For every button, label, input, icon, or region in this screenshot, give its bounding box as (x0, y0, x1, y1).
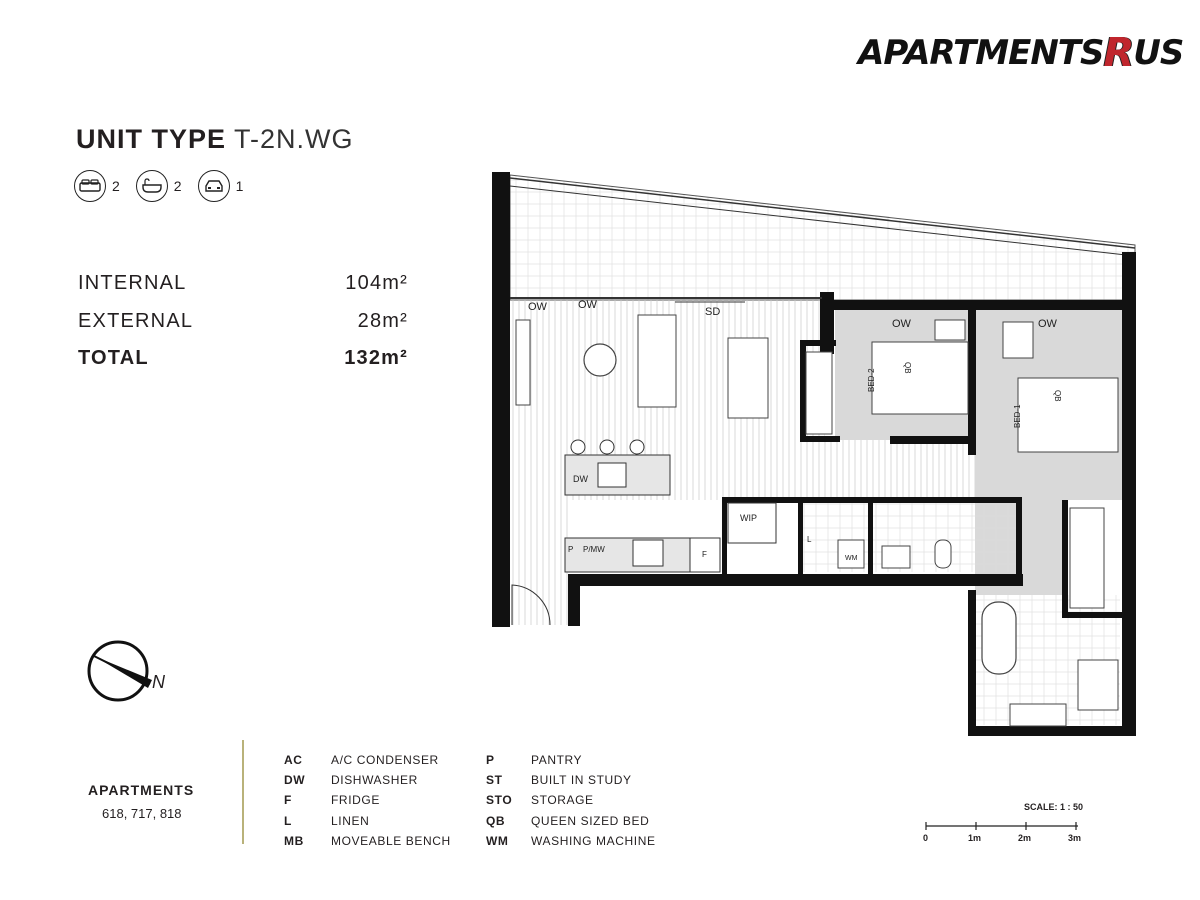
shower-icon (1078, 660, 1118, 710)
north-label: N (152, 672, 165, 692)
plan-label-ow: OW (892, 318, 911, 330)
plan-label-ow: OW (1038, 318, 1057, 330)
logo-text-2: US (1133, 33, 1184, 73)
wardrobe-icon (806, 352, 832, 434)
legend-code: DW (284, 773, 306, 787)
scale-tick-label: 2m (1018, 833, 1032, 843)
area-value: 132m² (344, 347, 408, 369)
apartments-label: APARTMENTS (88, 782, 195, 798)
legend-desc: LINEN (331, 814, 370, 828)
plan-label-p: P (568, 545, 574, 554)
scale-tick-label: 1m (968, 833, 982, 843)
plan-label-qb: QB (1053, 390, 1062, 402)
legend-code: MB (284, 834, 304, 848)
bed-2-bed-icon (872, 342, 968, 414)
plan-label-f: F (702, 550, 707, 559)
scale-tick-label: 3m (1068, 833, 1082, 843)
unit-type-title (76, 124, 354, 155)
plan-label-bed-2: BED-2 (867, 368, 876, 392)
logo-text-r: R (1103, 30, 1134, 76)
legend-desc: QUEEN SIZED BED (531, 814, 650, 828)
legend-desc: DISHWASHER (331, 773, 418, 787)
sofa-icon (638, 315, 676, 407)
plan-label-l: L (807, 535, 812, 544)
stool-icon (571, 440, 585, 454)
bathtub-icon (982, 602, 1016, 674)
apartments-numbers: 618, 717, 818 (102, 806, 182, 821)
scale-label: SCALE: 1 : 50 (1024, 802, 1084, 812)
unit-features (74, 170, 253, 202)
area-internal (78, 272, 408, 295)
legend-code: STO (486, 793, 513, 807)
stool-icon (630, 440, 644, 454)
plan-label-qb: QB (903, 362, 912, 374)
area-total (78, 347, 408, 370)
bath-icon (136, 170, 168, 202)
bedside-icon (935, 320, 965, 340)
plan-label-pmw: P/MW (583, 545, 605, 554)
coffee-table-icon (584, 344, 616, 376)
plan-label-bed-1: BED-1 (1013, 404, 1022, 428)
plan-label-sd: SD (705, 306, 721, 318)
legend-desc: STORAGE (531, 793, 594, 807)
tv-unit-icon (516, 320, 530, 405)
legend-code: QB (486, 814, 506, 828)
brand-logo (858, 28, 1183, 78)
area-external (78, 310, 408, 333)
stool-icon (600, 440, 614, 454)
bath-count: 2 (173, 178, 182, 194)
scale-bar (920, 818, 1090, 834)
legend-desc: WASHING MACHINE (531, 834, 656, 848)
legend-desc: FRIDGE (331, 793, 380, 807)
legend-code: WM (486, 834, 509, 848)
legend-code: AC (284, 753, 303, 767)
area-label: EXTERNAL (78, 310, 194, 332)
legend-desc: BUILT IN STUDY (531, 773, 632, 787)
hallway-floor (825, 440, 975, 500)
wip-cupboard (728, 503, 776, 543)
bed-1-bed-icon (1018, 378, 1118, 452)
desk-icon (1003, 322, 1033, 358)
legend-code: ST (486, 773, 503, 787)
walk-in-robe-icon (1070, 508, 1104, 608)
basin-icon (882, 546, 910, 568)
entry-floor (510, 500, 570, 625)
bed-icon (74, 170, 106, 202)
legend-desc: A/C CONDENSER (331, 753, 439, 767)
legend-desc: PANTRY (531, 753, 583, 767)
area-label: TOTAL (78, 347, 149, 369)
car-icon (198, 170, 230, 202)
toilet-icon (935, 540, 951, 568)
area-label: INTERNAL (78, 272, 187, 294)
area-value: 28m² (357, 310, 408, 332)
balcony (510, 175, 1135, 300)
bed-count: 2 (112, 178, 120, 194)
legend-code: L (284, 814, 292, 828)
washing-machine-icon (838, 540, 864, 568)
sink-icon (598, 463, 626, 487)
cooktop-icon (633, 540, 663, 566)
north-compass (86, 638, 176, 713)
legend-code: P (486, 753, 495, 767)
unit-type-label: UNIT TYPE (76, 124, 227, 154)
legend-desc: MOVEABLE BENCH (331, 834, 451, 848)
logo-text-1: APARTMENTS (858, 33, 1104, 73)
vanity-icon (1010, 704, 1066, 726)
dining-table-icon (728, 338, 768, 418)
floor-plan (480, 160, 1150, 740)
legend-divider (242, 740, 244, 844)
scale-tick-label: 0 (923, 833, 929, 843)
plan-label-ow: OW (528, 301, 547, 313)
plan-label-wip: WIP (740, 513, 757, 523)
car-count: 1 (235, 178, 244, 194)
plan-label-wm: WM (845, 555, 858, 562)
legend-code: F (284, 793, 292, 807)
plan-label-ow: OW (578, 299, 597, 311)
area-value: 104m² (345, 272, 408, 294)
plan-label-dw: DW (573, 474, 588, 484)
unit-type-code: T-2N.WG (234, 124, 354, 154)
